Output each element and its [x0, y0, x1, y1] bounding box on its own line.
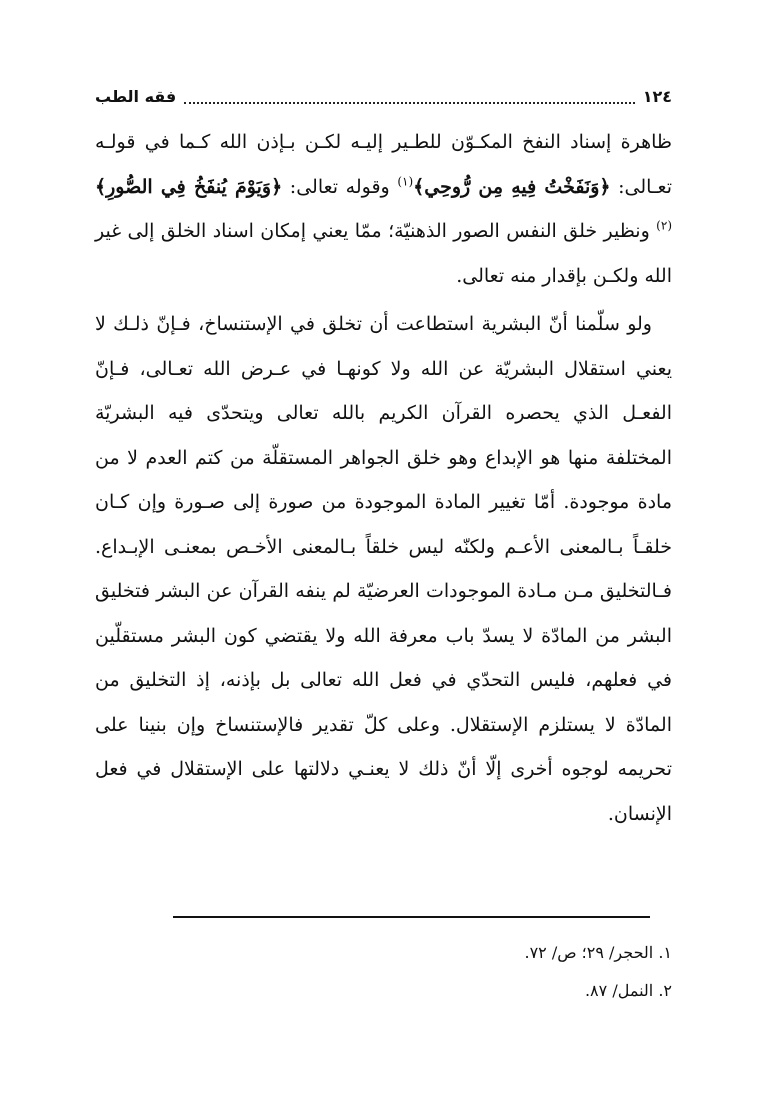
paragraph-1: [95, 120, 672, 298]
paragraph-1-text-b: وقوله تعالى:: [282, 175, 398, 198]
paragraph-1-text-a: ظاهرة إسناد النفخ المكـوّن للطـير إليـه لكـن بـإذن الله كـما في قولـه تعـالى:: [95, 131, 672, 198]
dotted-leader: [184, 88, 634, 104]
main-text: [95, 120, 672, 836]
footnote-2: ٢. النمل/ ٨٧.: [584, 981, 672, 1000]
quran-verse-1: ﴿وَنَفَخْتُ فِيهِ مِن رُّوحِي﴾: [413, 175, 611, 198]
footnotes: [95, 934, 672, 1010]
page-number: ١٢٤: [642, 86, 672, 106]
page-header: [95, 82, 672, 110]
footnote-1: ١. الحجر/ ٢٩؛ ص/ ٧٢.: [524, 943, 672, 962]
footnote-separator: [173, 916, 650, 918]
running-title: فقه الطب: [95, 86, 177, 106]
paragraph-2: ولو سلّمنا أنّ البشرية استطاعت أن تخلق في الإستنساخ، فـإنّ ذلـك لا يعني استقلال البشريّة عن الله ولا كونهـا في عـرض الله تعـالى، فـإنّ الفعـل الذي يحصره القرآن الكريم بالله تعالى ويتحدّى فيه البشريّة المختلفة منها هو الإبداع وهو خلق الجواهر المستقلّة من كتم العدم لا من مادة موجودة. أمّا تغيير المادة الموجودة من صورة إلى صـورة وإن كـان خلقـاً بـالمعنى الأعـم ولكنّه ليس خلقاً بـالمعنى الأخـص بمعنـى الإبـداع. فـالتخليق مـن مـادة الموجودات العرضيّة لم ينفه القرآن عن البشر فتخليق البشر من المادّة لا يسدّ باب معرفة الله ولا يقتضي كون البشر مستقلّين في فعلهم، فليس التحدّي في فعل الله تعالى بل بإذنه، إذ التخليق من المادّة لا يستلزم الإستقلال. وعلى كلّ تقدير فالإستنساخ وإن بنينا على تحريمه لوجوه أخرى إلّا أنّ ذلك لا يعنـي دلالتها على الإستقلال في فعل الإنسان.: [95, 313, 672, 825]
quran-verse-2: ﴿وَيَوْمَ يُنفَخُ فِي الصُّورِ﴾: [95, 175, 283, 198]
footnote-ref-1: (١): [397, 174, 414, 189]
paragraph-1-text-c: ونظير خلق النفس الصور الذهنيّة؛ ممّا يعني إمكان اسناد الخلق إلى غير الله ولكـن بإقدار منه تعالى.: [95, 220, 672, 287]
footnote-ref-2: (٢): [656, 218, 672, 233]
